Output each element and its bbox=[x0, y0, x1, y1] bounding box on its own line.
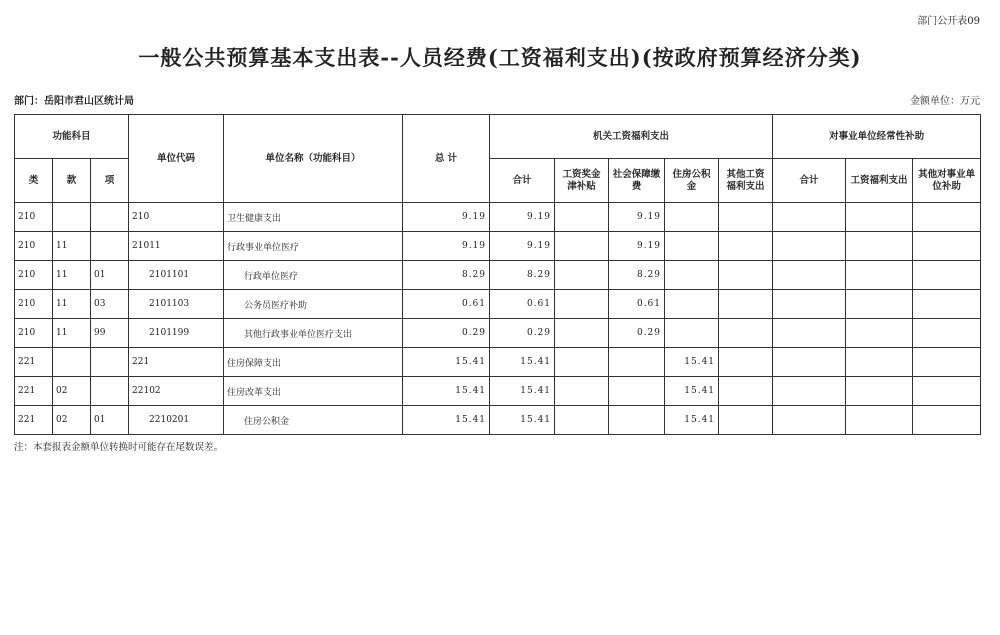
cell-gov-bonus bbox=[555, 377, 609, 406]
header-xiang: 项 bbox=[91, 159, 129, 203]
cell-gov-social bbox=[609, 406, 665, 435]
header-inst-wage: 工资福利支出 bbox=[846, 159, 913, 203]
header-gov-sum: 合计 bbox=[490, 159, 555, 203]
header-inst-other: 其他对事业单位补助 bbox=[913, 159, 981, 203]
cell-lei: 210 bbox=[15, 203, 53, 232]
amount-unit-label: 金额单位：万元 bbox=[910, 96, 980, 107]
cell-gov-social: 8.29 bbox=[609, 261, 665, 290]
cell-lei: 221 bbox=[15, 406, 53, 435]
cell-gov-housing bbox=[665, 261, 719, 290]
cell-gov-sum: 9.19 bbox=[490, 203, 555, 232]
cell-inst-sum bbox=[773, 377, 846, 406]
cell-code: 221 bbox=[129, 348, 224, 377]
cell-inst-wage bbox=[846, 406, 913, 435]
cell-gov-other bbox=[719, 319, 773, 348]
cell-gov-other bbox=[719, 232, 773, 261]
cell-gov-housing: 15.41 bbox=[665, 406, 719, 435]
cell-gov-sum: 15.41 bbox=[490, 348, 555, 377]
cell-code: 22102 bbox=[129, 377, 224, 406]
cell-inst-wage bbox=[846, 232, 913, 261]
header-inst-group: 对事业单位经常性补助 bbox=[773, 115, 981, 159]
header-gov-housing: 住房公积金 bbox=[665, 159, 719, 203]
header-inst-sum: 合计 bbox=[773, 159, 846, 203]
header-gov-group: 机关工资福利支出 bbox=[490, 115, 773, 159]
table-row bbox=[15, 406, 981, 435]
cell-name: 行政事业单位医疗 bbox=[224, 232, 403, 261]
cell-name: 住房保障支出 bbox=[224, 348, 403, 377]
cell-total: 9.19 bbox=[403, 232, 490, 261]
cell-gov-sum: 0.29 bbox=[490, 319, 555, 348]
cell-inst-other bbox=[913, 319, 981, 348]
cell-gov-social bbox=[609, 377, 665, 406]
cell-lei: 210 bbox=[15, 319, 53, 348]
cell-total: 15.41 bbox=[403, 348, 490, 377]
cell-kuan: 11 bbox=[53, 232, 91, 261]
cell-inst-sum bbox=[773, 348, 846, 377]
cell-gov-other bbox=[719, 348, 773, 377]
cell-code: 2210201 bbox=[129, 406, 224, 435]
cell-xiang bbox=[91, 348, 129, 377]
cell-lei: 210 bbox=[15, 232, 53, 261]
cell-lei: 210 bbox=[15, 290, 53, 319]
cell-kuan bbox=[53, 203, 91, 232]
table-row bbox=[15, 232, 981, 261]
cell-gov-other bbox=[719, 377, 773, 406]
cell-inst-sum bbox=[773, 290, 846, 319]
cell-gov-housing bbox=[665, 203, 719, 232]
cell-xiang: 01 bbox=[91, 261, 129, 290]
cell-inst-other bbox=[913, 203, 981, 232]
cell-inst-sum bbox=[773, 261, 846, 290]
cell-total: 15.41 bbox=[403, 377, 490, 406]
cell-inst-sum bbox=[773, 203, 846, 232]
cell-lei: 210 bbox=[15, 261, 53, 290]
cell-gov-housing: 15.41 bbox=[665, 377, 719, 406]
cell-inst-wage bbox=[846, 261, 913, 290]
cell-gov-social: 9.19 bbox=[609, 232, 665, 261]
page-title: 一般公共预算基本支出表--人员经费(工资福利支出)(按政府预算经济分类) bbox=[138, 45, 862, 70]
cell-name: 公务员医疗补助 bbox=[224, 290, 403, 319]
cell-gov-social bbox=[609, 348, 665, 377]
cell-gov-sum: 15.41 bbox=[490, 377, 555, 406]
cell-kuan bbox=[53, 348, 91, 377]
header-total: 总 计 bbox=[403, 115, 490, 203]
cell-inst-other bbox=[913, 290, 981, 319]
header-unit-name: 单位名称（功能科目） bbox=[224, 115, 403, 203]
cell-gov-bonus bbox=[555, 232, 609, 261]
cell-gov-sum: 0.61 bbox=[490, 290, 555, 319]
cell-gov-bonus bbox=[555, 261, 609, 290]
cell-lei: 221 bbox=[15, 377, 53, 406]
cell-total: 15.41 bbox=[403, 406, 490, 435]
cell-gov-other bbox=[719, 203, 773, 232]
form-code: 部门公开表09 bbox=[917, 16, 980, 27]
cell-xiang: 99 bbox=[91, 319, 129, 348]
cell-gov-social: 0.61 bbox=[609, 290, 665, 319]
cell-inst-wage bbox=[846, 319, 913, 348]
cell-name: 住房改革支出 bbox=[224, 377, 403, 406]
cell-name: 行政单位医疗 bbox=[224, 261, 403, 290]
header-func: 功能科目 bbox=[15, 115, 129, 159]
cell-kuan: 11 bbox=[53, 261, 91, 290]
cell-xiang: 03 bbox=[91, 290, 129, 319]
table-row bbox=[15, 261, 981, 290]
cell-name: 住房公积金 bbox=[224, 406, 403, 435]
cell-gov-sum: 15.41 bbox=[490, 406, 555, 435]
table-row bbox=[15, 319, 981, 348]
footnote: 注：本套报表金额单位转换时可能存在尾数误差。 bbox=[14, 442, 224, 453]
cell-gov-bonus bbox=[555, 290, 609, 319]
cell-total: 0.61 bbox=[403, 290, 490, 319]
cell-xiang: 01 bbox=[91, 406, 129, 435]
cell-xiang bbox=[91, 377, 129, 406]
header-kuan: 款 bbox=[53, 159, 91, 203]
cell-kuan: 02 bbox=[53, 377, 91, 406]
cell-gov-bonus bbox=[555, 406, 609, 435]
cell-gov-other bbox=[719, 261, 773, 290]
header-gov-social: 社会保障缴费 bbox=[609, 159, 665, 203]
cell-name: 其他行政事业单位医疗支出 bbox=[224, 319, 403, 348]
header-lei: 类 bbox=[15, 159, 53, 203]
cell-code: 210 bbox=[129, 203, 224, 232]
cell-code: 2101103 bbox=[129, 290, 224, 319]
cell-gov-bonus bbox=[555, 203, 609, 232]
header-unit-code: 单位代码 bbox=[129, 115, 224, 203]
cell-total: 9.19 bbox=[403, 203, 490, 232]
cell-code: 2101199 bbox=[129, 319, 224, 348]
cell-xiang bbox=[91, 203, 129, 232]
cell-inst-wage bbox=[846, 348, 913, 377]
cell-gov-other bbox=[719, 406, 773, 435]
budget-table bbox=[14, 114, 981, 435]
cell-total: 8.29 bbox=[403, 261, 490, 290]
cell-inst-sum bbox=[773, 232, 846, 261]
table-row bbox=[15, 290, 981, 319]
table-row bbox=[15, 203, 981, 232]
cell-inst-wage bbox=[846, 203, 913, 232]
cell-inst-other bbox=[913, 232, 981, 261]
cell-lei: 221 bbox=[15, 348, 53, 377]
cell-kuan: 11 bbox=[53, 290, 91, 319]
cell-inst-sum bbox=[773, 406, 846, 435]
department-label: 部门：岳阳市君山区统计局 bbox=[14, 96, 134, 107]
cell-gov-sum: 9.19 bbox=[490, 232, 555, 261]
cell-gov-housing bbox=[665, 232, 719, 261]
cell-gov-bonus bbox=[555, 319, 609, 348]
cell-inst-other bbox=[913, 377, 981, 406]
header-gov-other: 其他工资福利支出 bbox=[719, 159, 773, 203]
cell-code: 21011 bbox=[129, 232, 224, 261]
cell-xiang bbox=[91, 232, 129, 261]
cell-kuan: 02 bbox=[53, 406, 91, 435]
cell-name: 卫生健康支出 bbox=[224, 203, 403, 232]
header-gov-bonus: 工资奖金津补贴 bbox=[555, 159, 609, 203]
cell-gov-housing bbox=[665, 290, 719, 319]
cell-gov-social: 0.29 bbox=[609, 319, 665, 348]
cell-kuan: 11 bbox=[53, 319, 91, 348]
cell-gov-sum: 8.29 bbox=[490, 261, 555, 290]
cell-inst-wage bbox=[846, 290, 913, 319]
cell-inst-wage bbox=[846, 377, 913, 406]
cell-total: 0.29 bbox=[403, 319, 490, 348]
cell-gov-housing: 15.41 bbox=[665, 348, 719, 377]
cell-code: 2101101 bbox=[129, 261, 224, 290]
cell-inst-other bbox=[913, 348, 981, 377]
cell-gov-housing bbox=[665, 319, 719, 348]
cell-inst-other bbox=[913, 406, 981, 435]
cell-inst-sum bbox=[773, 319, 846, 348]
table-row bbox=[15, 377, 981, 406]
cell-gov-social: 9.19 bbox=[609, 203, 665, 232]
cell-gov-other bbox=[719, 290, 773, 319]
cell-gov-bonus bbox=[555, 348, 609, 377]
table-row bbox=[15, 348, 981, 377]
cell-inst-other bbox=[913, 261, 981, 290]
